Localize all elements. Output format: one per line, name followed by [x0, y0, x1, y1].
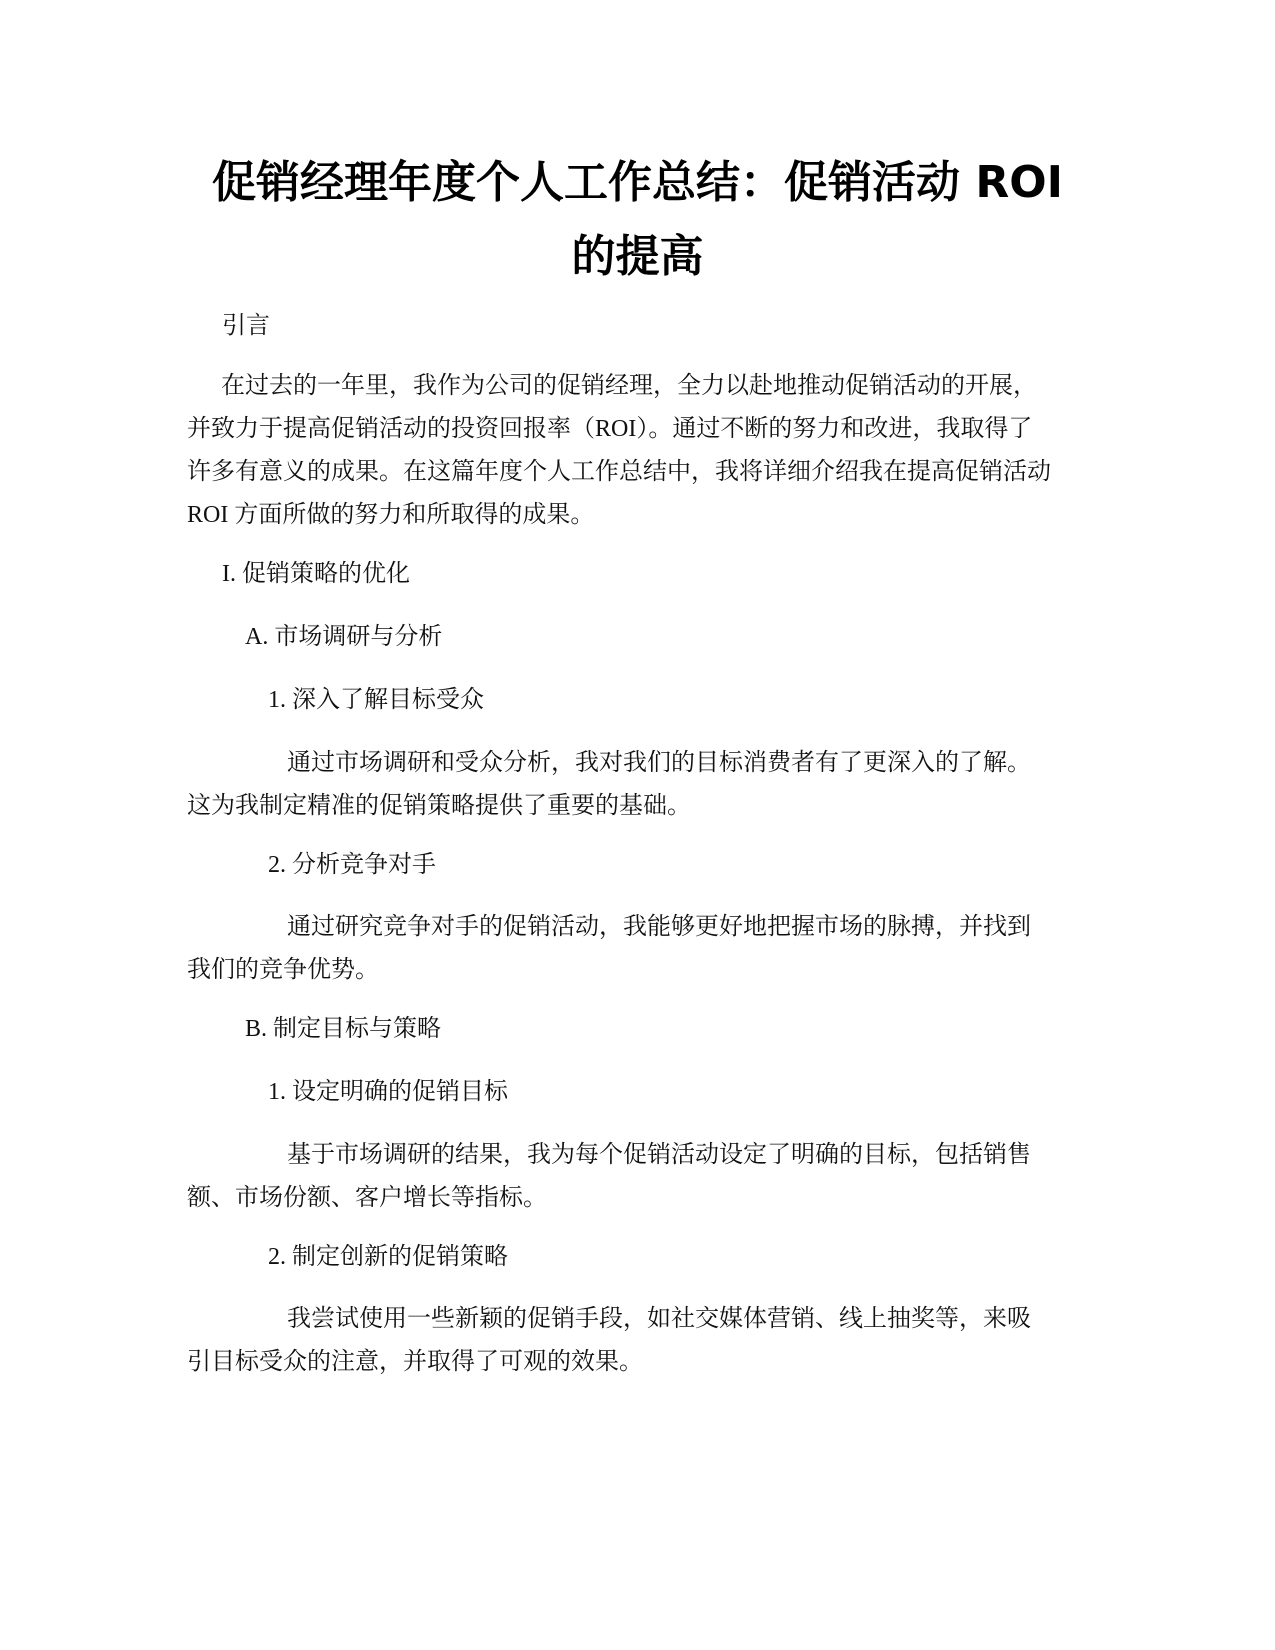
subsection-a-heading: A. 市场调研与分析	[245, 624, 443, 650]
item-b2-heading: 2. 制定创新的促销策略	[268, 1244, 508, 1270]
item-a1-heading: 1. 深入了解目标受众	[268, 687, 484, 713]
item-a1-paragraph	[187, 742, 1087, 828]
section-1-heading: I. 促销策略的优化	[222, 561, 410, 587]
intro-paragraph	[187, 365, 1087, 537]
item-b1-line-1: 基于市场调研的结果，我为每个促销活动设定了明确的目标，包括销售	[287, 1142, 1031, 1168]
item-b1-heading: 1. 设定明确的促销目标	[268, 1079, 508, 1105]
item-b2-line-1: 我尝试使用一些新颖的促销手段，如社交媒体营销、线上抽奖等，来吸	[287, 1306, 1031, 1332]
item-a1-line-1: 通过市场调研和受众分析，我对我们的目标消费者有了更深入的了解。	[287, 750, 1031, 776]
item-a2-paragraph	[187, 906, 1087, 992]
item-b1-paragraph	[187, 1134, 1087, 1220]
item-a1-line-2: 这为我制定精准的促销策略提供了重要的基础。	[187, 793, 691, 819]
item-a2-line-2: 我们的竞争优势。	[187, 957, 379, 983]
item-b2-line-2: 引目标受众的注意，并取得了可观的效果。	[187, 1349, 643, 1375]
document-title	[150, 146, 1125, 294]
item-b2-paragraph	[187, 1298, 1087, 1384]
title-line-2: 的提高	[571, 231, 704, 282]
intro-line-3: 许多有意义的成果。在这篇年度个人工作总结中，我将详细介绍我在提高促销活动	[187, 459, 1051, 485]
intro-heading: 引言	[222, 313, 270, 339]
title-line-1: 促销经理年度个人工作总结：促销活动 ROI	[212, 157, 1063, 208]
intro-line-1: 在过去的一年里，我作为公司的促销经理，全力以赴地推动促销活动的开展，	[221, 373, 1037, 399]
item-a2-heading: 2. 分析竞争对手	[268, 852, 436, 878]
subsection-b-heading: B. 制定目标与策略	[245, 1016, 442, 1042]
intro-line-2: 并致力于提高促销活动的投资回报率（ROI）。通过不断的努力和改进，我取得了	[187, 416, 1033, 442]
item-b1-line-2: 额、市场份额、客户增长等指标。	[187, 1185, 547, 1211]
intro-line-4: ROI 方面所做的努力和所取得的成果。	[187, 502, 595, 528]
item-a2-line-1: 通过研究竞争对手的促销活动，我能够更好地把握市场的脉搏，并找到	[287, 914, 1031, 940]
